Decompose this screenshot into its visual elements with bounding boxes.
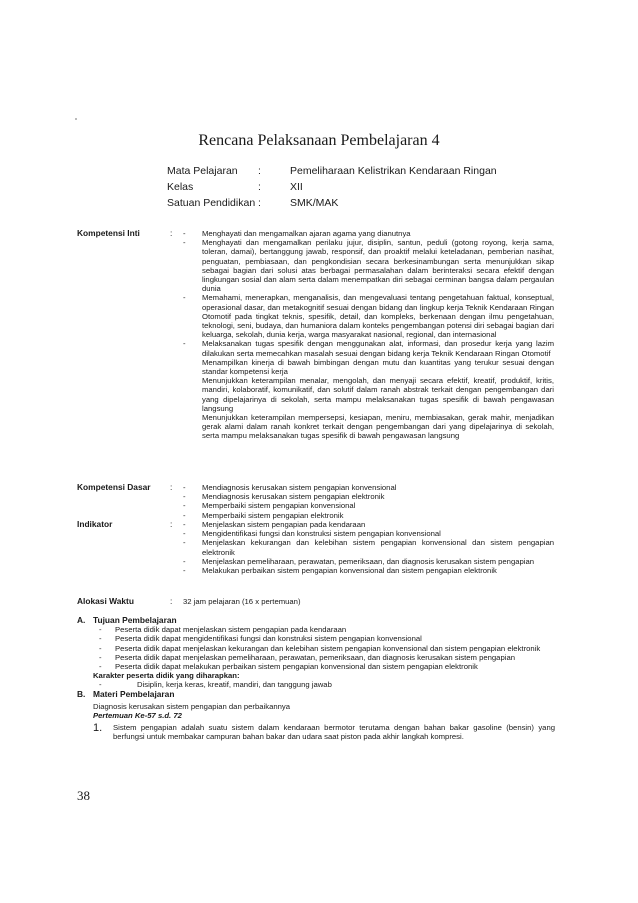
item-text: Menjelaskan sistem pengapian pada kendaraan	[202, 520, 366, 529]
item-text: Mendiagnosis kerusakan sistem pengapian elektronik	[202, 492, 385, 502]
list-item	[183, 293, 554, 339]
item-text: Memahami, menerapkan, menganalisis, dan mengevaluasi tentang pengetahuan faktual, konseptual, operasional dasar, dan metakognitif sesuai dengan bidang dan lingkup kerja Teknik Kendaraan Ringan Otomotif pada tingkat teknis, spesifik, detail, dan kompleks, berkenaan dengan ilmu pengetahuan, teknologi, seni, budaya, dan humaniora dalam konteks pengembangan potensi diri sebagai bagian dari keluarga, sekolah, dunia kerja, warga masyarakat nasional, regional, dan internasional	[202, 293, 554, 340]
list-item	[183, 511, 554, 520]
dash: -	[183, 529, 186, 539]
item-text: Peserta didik dapat melakukan perbaikan sistem pengapian konvensional dan sistem pengapian elektronik	[115, 662, 478, 672]
paragraph: Menunjukkan keterampilan menalar, mengolah, dan menyaji secara efektif, kreatif, produktif, kritis, mandiri, kolaboratif, komunikatif, dan solutif dalam ranah abstrak terkait dengan pengembangan dari yang dipelajarinya di sekolah, serta mampu melaksanakan tugas spesifik di bawah pengawasan langsung	[202, 376, 554, 413]
kompetensi-dasar-label: Kompetensi Dasar	[77, 482, 151, 492]
section-b-heading	[77, 690, 555, 699]
colon: :	[170, 482, 173, 492]
dash: -	[183, 520, 186, 529]
kompetensi-dasar-list	[183, 483, 554, 520]
meta-value: SMK/MAK	[290, 197, 339, 209]
list-item	[183, 520, 554, 529]
item-text: Melaksanakan tugas spesifik dengan menggunakan alat, informasi, dan prosedur kerja yang lazim dilakukan serta memecahkan masalah sesuai dengan bidang kerja Teknik Kendaraan Ringan Otomotif	[202, 339, 554, 358]
section-title: Materi Pembelajaran	[93, 688, 175, 699]
dash: -	[183, 238, 186, 248]
meta-sep: :	[258, 165, 261, 177]
point-number: 1.	[93, 722, 103, 735]
list-item	[183, 339, 554, 357]
indikator-list	[183, 520, 554, 575]
dash: -	[99, 652, 102, 662]
list-item	[183, 557, 554, 566]
point-text: Sistem pengapian adalah suatu sistem dalam kendaraan bermotor terutama dengan bahan bakar gasoline (bensin) yang berfungsi untuk membakar campuran bahan bakar dan udara saat piston pada akhir langkah kompresi.	[113, 723, 555, 742]
kompetensi-inti-label: Kompetensi Inti	[77, 228, 140, 238]
list-item	[183, 538, 554, 556]
dash: -	[99, 625, 102, 635]
alokasi-label: Alokasi Waktu	[77, 596, 134, 606]
page-title: Rencana Pelaksanaan Pembelajaran 4	[198, 132, 440, 149]
item-text: Mendiagnosis kerusakan sistem pengapian konvensional	[202, 483, 397, 492]
item-text: Menjelaskan pemeliharaan, perawatan, pemeriksaan, dan diagnosis kerusakan sistem pengapian	[202, 556, 535, 566]
paragraph: Menunjukkan keterampilan mempersepsi, kesiapan, meniru, membiasakan, gerak mahir, menjadikan gerak alami dalam ranah konkret terkait dengan pengembangan dari yang dipelajarinya di sekolah, serta mampu melaksanakan tugas spesifik di bawah pengawasan langsung	[202, 413, 554, 441]
section-title: Tujuan Pembelajaran	[93, 615, 177, 625]
dash: -	[183, 339, 186, 349]
meta-row-subject	[167, 163, 497, 179]
tujuan-list	[77, 625, 555, 689]
alokasi-value: 32 jam pelajaran (16 x pertemuan)	[183, 597, 301, 606]
list-item	[93, 644, 555, 653]
meta-key: Satuan Pendidikan	[167, 197, 256, 209]
meta-row-class	[167, 179, 497, 195]
dash: -	[183, 229, 186, 238]
dash: -	[99, 634, 102, 644]
item-text: Peserta didik dapat menjelaskan sistem pengapian pada kendaraan	[115, 625, 347, 635]
item-text: Peserta didik dapat menjelaskan kekurangan dan kelebihan sistem pengapian konvensional dan sistem pengapian elektronik	[115, 643, 541, 653]
dash: -	[183, 510, 186, 520]
meta-table	[167, 163, 497, 211]
item-text: Memperbaiki sistem pengapian elektronik	[202, 510, 344, 520]
item-text: Memperbaiki sistem pengapian konvensional	[202, 501, 356, 511]
section-letter: B.	[77, 688, 86, 699]
pertemuan-label: Pertemuan Ke-57 s.d. 72	[93, 711, 182, 721]
item-text: Peserta didik dapat mengidentifikasi fungsi dan konstruksi sistem pengapian konvensional	[115, 634, 422, 644]
item-text: Disiplin, kerja keras, kreatif, mandiri, dan tanggung jawab	[137, 680, 332, 690]
page-number: 38	[77, 788, 90, 803]
list-item	[183, 483, 554, 492]
colon: :	[170, 519, 173, 529]
list-item	[183, 229, 554, 238]
meta-value: XII	[290, 181, 303, 193]
colon: :	[170, 228, 173, 238]
list-item	[183, 492, 554, 501]
meta-sep: :	[258, 181, 261, 193]
meta-sep: :	[258, 197, 261, 209]
karakter-heading: Karakter peserta didik yang diharapkan:	[93, 671, 240, 681]
scan-speck	[75, 118, 77, 120]
kompetensi-inti-list	[183, 229, 554, 441]
karakter-item	[93, 680, 555, 689]
meta-row-school	[167, 195, 497, 211]
list-item	[183, 238, 554, 293]
item-text: Peserta didik dapat menjelaskan pemeliharaan, perawatan, pemeriksaan, dan diagnosis kerusakan sistem pengapian	[115, 652, 515, 662]
list-item	[93, 625, 555, 634]
section-letter: A.	[77, 615, 86, 625]
dash: -	[183, 538, 186, 548]
dash: -	[99, 643, 102, 653]
item-text: Menghayati dan mengamalkan ajaran agama yang dianutnya	[202, 229, 411, 238]
dash: -	[183, 483, 186, 492]
list-item	[183, 566, 554, 575]
content-sections	[77, 616, 555, 742]
indikator-label: Indikator	[77, 519, 113, 529]
meta-key: Mata Pelajaran	[167, 165, 238, 177]
list-item	[93, 634, 555, 643]
dash: -	[183, 293, 186, 303]
item-text: Menghayati dan mengamalkan perilaku jujur, disiplin, santun, peduli (gotong royong, kerja sama, toleran, damai), bertanggung jawab, responsif, dan proaktif melalui keteladanan, pemberian nasihat, penguatan, pembiasaan, dan pengkondisian secara berkesinambungan serta menunjukkan sikap sebagai bagian dari solusi atas berbagai permasalahan dalam berinteraksi secara efektif dengan lingkungan sosial dan alam serta dalam menempatkan diri sebagai cerminan bangsa dalam pergaulan dunia	[202, 238, 554, 294]
dash: -	[99, 680, 102, 690]
dash: -	[183, 492, 186, 502]
item-text: Menjelaskan kekurangan dan kelebihan sistem pengapian konvensional dan sistem pengapian elektronik	[202, 538, 554, 557]
list-item	[93, 653, 555, 662]
item-text: Melakukan perbaikan sistem pengapian konvensional dan sistem pengapian elektronik	[202, 566, 497, 576]
dash: -	[99, 662, 102, 672]
dash: -	[183, 501, 186, 511]
dash: -	[183, 566, 186, 576]
meta-value: Pemeliharaan Kelistrikan Kendaraan Ringan	[290, 165, 497, 177]
section-a-heading	[77, 616, 555, 625]
dash: -	[183, 556, 186, 566]
list-item	[183, 529, 554, 538]
meta-key: Kelas	[167, 181, 194, 193]
item-text: Mengidentifikasi fungsi dan konstruksi sistem pengapian konvensional	[202, 529, 441, 539]
numbered-point	[77, 723, 555, 741]
list-item	[93, 662, 555, 671]
colon: :	[170, 596, 173, 606]
paragraph: Menampilkan kinerja di bawah bimbingan dengan mutu dan kuantitas yang terukur sesuai dengan standar kompetensi kerja	[202, 357, 554, 377]
materi-intro: Diagnosis kerusakan sistem pengapian dan perbaikannya	[93, 701, 291, 711]
list-item	[183, 501, 554, 510]
